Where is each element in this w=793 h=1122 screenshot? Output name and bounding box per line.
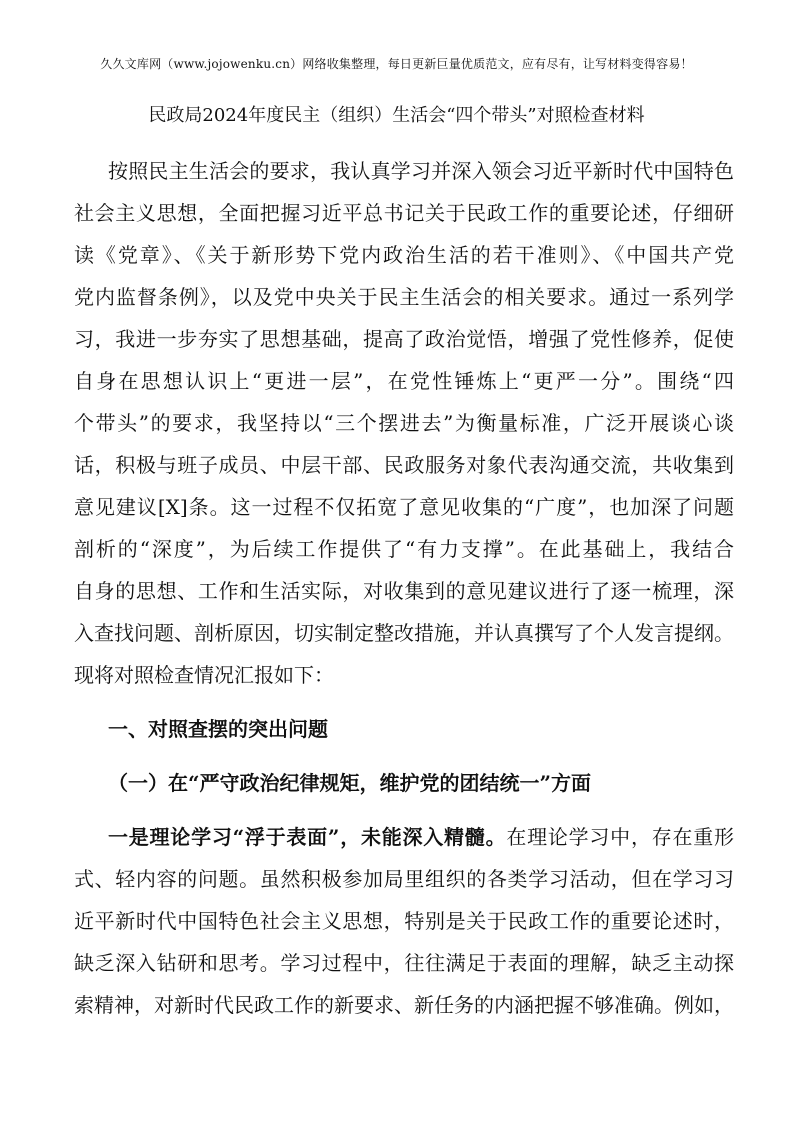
paragraph-gap [74, 804, 734, 816]
intro-line: 读《党章》、《关于新形势下党内政治生活的若干准则》、《中国共产党 [74, 243, 734, 267]
intro-line: 个带头”的要求，我坚持以“三个摆进去”为衡量标准，广泛开展谈心谈 [74, 411, 734, 435]
intro-line: 习，我进一步夯实了思想基础，提高了政治觉悟，增强了党性修养，促使 [74, 327, 734, 351]
point-one-line: 式、轻内容的问题。虽然积极参加局里组织的各类学习活动，但在学习习 [74, 867, 734, 891]
intro-line: 入查找问题、剖析原因，切实制定整改措施，并认真撰写了个人发言提纲。 [74, 621, 734, 645]
point-one-line: 近平新时代中国特色社会主义思想，特别是关于民政工作的重要论述时， [74, 909, 734, 933]
section-heading: 一、对照查摆的突出问题 [108, 717, 328, 741]
document-body [74, 150, 734, 1026]
document-title: 民政局2024年度民主（组织）生活会“四个带头”对照检查材料 [148, 105, 645, 126]
intro-line: 意见建议[X]条。这一过程不仅拓宽了意见收集的“广度”，也加深了问题 [74, 495, 734, 519]
point-one-first-line-rest: 在理论学习中，存在重形 [506, 825, 734, 849]
intro-line: 剖析的“深度”，为后续工作提供了“有力支撑”。在此基础上，我结合 [74, 537, 734, 561]
intro-line: 自身在思想认识上“更进一层”，在党性锤炼上“更严一分”。围绕“四 [74, 369, 734, 393]
point-one-lead: 一是理论学习“浮于表面”，未能深入精髓。 [108, 825, 507, 849]
point-one-line: 缺乏深入钻研和思考。学习过程中，往往满足于表面的理解，缺乏主动探 [74, 951, 734, 975]
point-one-line: 索精神，对新时代民政工作的新要求、新任务的内涵把握不够准确。例如， [74, 993, 734, 1017]
intro-line: 话，积极与班子成员、中层干部、民政服务对象代表沟通交流，共收集到 [74, 453, 734, 477]
paragraph-gap [74, 750, 734, 762]
intro-line: 自身的思想、工作和生活实际，对收集到的意见建议进行了逐一梳理，深 [74, 579, 734, 603]
point-one-first-line [74, 816, 734, 858]
intro-line: 按照民主生活会的要求，我认真学习并深入领会习近平新时代中国特色 [108, 159, 734, 183]
intro-line: 党内监督条例》，以及党中央关于民主生活会的相关要求。通过一系列学 [74, 285, 734, 309]
intro-line: 社会主义思想，全面把握习近平总书记关于民政工作的重要论述，仔细研 [74, 201, 734, 225]
site-notice-header: 久久文库网（www.jojowenku.cn）网络收集整理，每日更新巨量优质范文，应有尽有，让写材料变得容易！ [100, 57, 693, 71]
paragraph-gap [74, 696, 734, 708]
intro-line-last: 现将对照检查情况汇报如下： [74, 663, 334, 687]
subsection-heading: （一）在“严守政治纪律规矩，维护党的团结统一”方面 [108, 771, 592, 795]
